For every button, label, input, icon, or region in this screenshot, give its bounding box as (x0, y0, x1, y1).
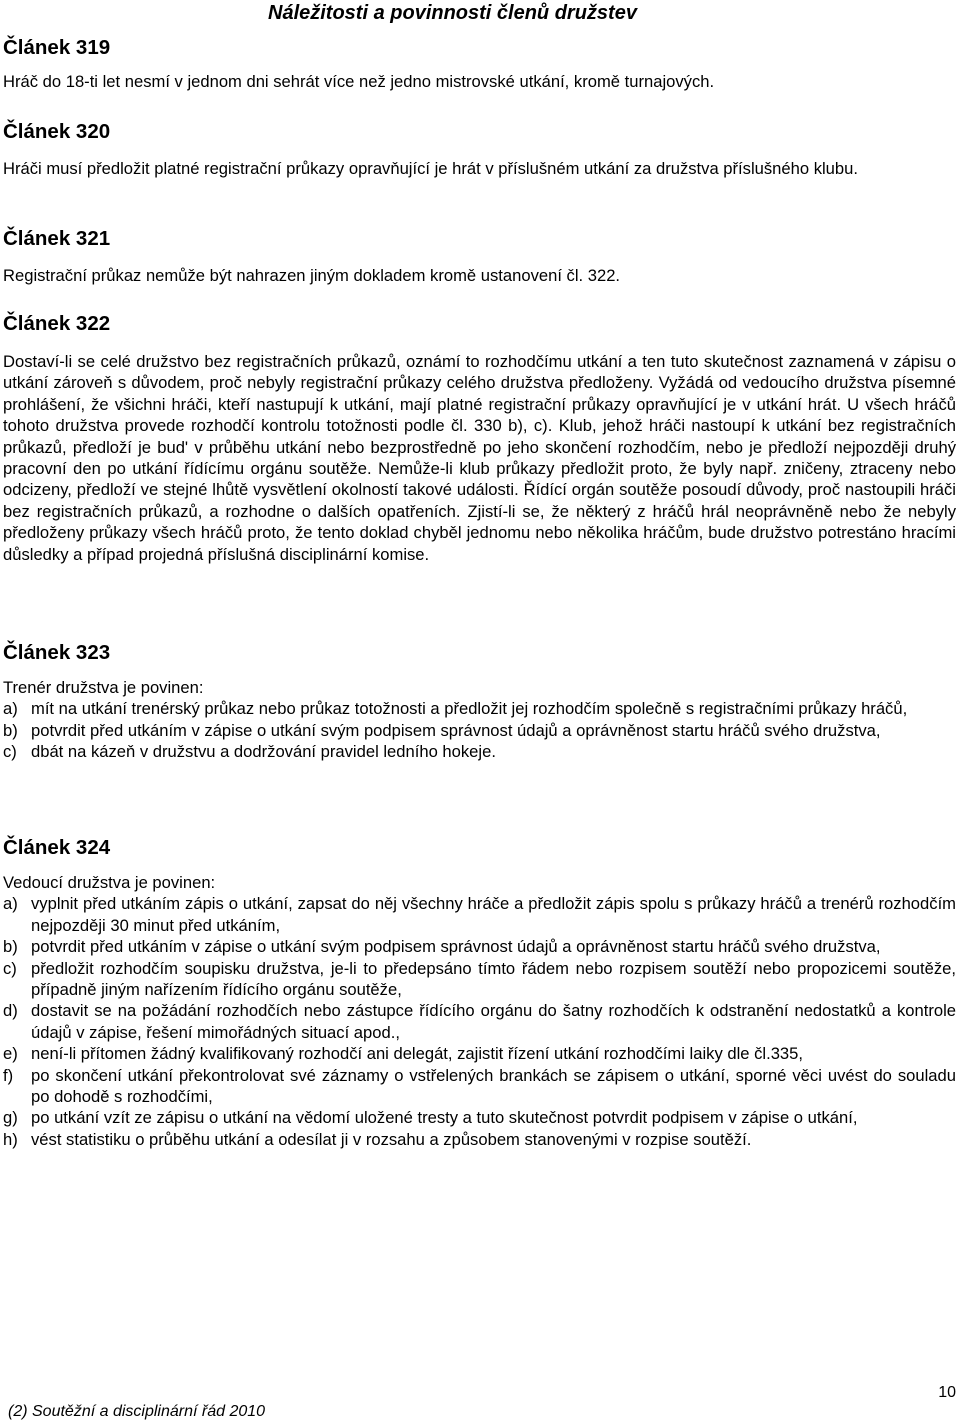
article-text: Dostaví-li se celé družstvo bez registračních průkazů, oznámí to rozhodčímu utkání a ten tuto skutečnost zaznamená v zápisu o utkání zároveň s důvodem, proč nebyly registrační průkazy celého družstva předloženy. Vyžádá od vedoucího družstva písemné prohlášení, že všichni hráči, kteří nastupují k utkání, mají platné registrační průkazy opravňující je v utkání hrát. U všech hráčů tohoto družstva provede rozhodčí kontrolu totožnosti podle čl. 330 b), c). Klub, jehož hráči nastoupí k utkání bez registračních průkazů, předloží je bud' v průběhu utkání nebo bezprostředně po jeho skončení rozhodčím, nebo je předloží nejpozději druhý pracovní den po utkání řídícímu orgánu soutěže. Nemůže-li klub průkazy předložit proto, že byly např. zničeny, ztraceny nebo odcizeny, předloží ve stejné lhůtě vysvětlení okolností takové události. Řídící orgán soutěže posoudí důvody, proč nastoupili hráči bez registračních průkazů, a rozhodne o dalších opatřeních. Zjistí-li se, že některý z hráčů hrál neoprávněně nebo že nebyly předloženy průkazy všech hráčů proto, že tento doklad chyběl jednomu nebo několika hráčům, bude družstvo potrestáno hracími důsledky a případ projedná příslušná disciplinární komise. (3, 352, 956, 564)
list-marker: h) (3, 1129, 18, 1149)
article-intro: Vedoucí družstva je povinen: (3, 873, 216, 892)
article-intro: Trenér družstva je povinen: (3, 678, 204, 697)
list-item-text: vyplnit před utkáním zápis o utkání, zapsat do něj všechny hráče a předložit zápis spolu s průkazy hráčů a trenérů rozhodčím nejpozději 30 minut před utkáním, (31, 894, 956, 935)
article-319 (3, 36, 956, 92)
article-heading: Článek 323 (3, 641, 111, 664)
list-item (3, 1000, 956, 1043)
list-item (3, 936, 956, 957)
article-heading: Článek 319 (3, 36, 111, 59)
article-324 (3, 836, 956, 1150)
article-322 (3, 312, 956, 565)
obligations-list (3, 698, 956, 762)
footer-document-title: (2) Soutěžní a disciplinární řád 2010 (8, 1403, 266, 1420)
obligations-list (3, 893, 956, 1150)
article-text: Registrační průkaz nemůže být nahrazen jiným dokladem kromě ustanovení čl. 322. (3, 266, 621, 285)
list-item (3, 1129, 956, 1150)
list-marker: e) (3, 1044, 18, 1064)
list-item (3, 1065, 956, 1108)
list-item-text: vést statistiku o průběhu utkání a odesílat ji v rozsahu a způsobem stanovenými v rozpise soutěží. (31, 1129, 752, 1149)
list-item (3, 698, 956, 719)
article-heading: Článek 320 (3, 120, 111, 143)
article-320 (3, 120, 956, 179)
page-number: 10 (938, 1384, 956, 1401)
list-item (3, 958, 956, 1001)
list-marker: a) (3, 894, 18, 914)
list-item (3, 741, 956, 762)
article-heading: Článek 322 (3, 312, 111, 335)
list-item (3, 893, 956, 936)
list-marker: f) (3, 1065, 14, 1085)
article-text: Hráč do 18-ti let nesmí v jednom dni sehrát více než jedno mistrovské utkání, kromě turnajových. (3, 72, 715, 91)
list-marker: c) (3, 742, 17, 762)
list-marker: c) (3, 958, 17, 978)
list-item-text: není-li přítomen žádný kvalifikovaný rozhodčí ani delegát, zajistit řízení utkání rozhodčími laiky dle čl.335, (31, 1044, 803, 1064)
list-item-text: po utkání vzít ze zápisu o utkání na vědomí uložené tresty a tuto skutečnost potvrdit podpisem v zápise o utkání, (31, 1108, 858, 1128)
list-item-text: potvrdit před utkáním v zápise o utkání svým podpisem správnost údajů a oprávněnost startu hráčů svého družstva, (31, 937, 881, 957)
article-text: Hráči musí předložit platné registrační průkazy opravňující je hrát v příslušném utkání za družstva příslušného klubu. (3, 159, 858, 178)
list-marker: b) (3, 937, 18, 957)
list-item-text: mít na utkání trenérský průkaz nebo průkaz totožnosti a předložit jej rozhodčím společně s registračními průkazy hráčů, (31, 699, 908, 719)
list-item-text: dbát na kázeň v družstvu a dodržování pravidel ledního hokeje. (31, 742, 496, 762)
section-title: Náležitosti a povinnosti členů družstev (268, 2, 637, 24)
article-heading: Článek 321 (3, 227, 111, 250)
article-heading: Článek 324 (3, 836, 111, 859)
article-323 (3, 641, 956, 763)
list-marker: a) (3, 699, 18, 719)
list-marker: d) (3, 1001, 18, 1021)
list-item-text: dostavit se na požádání rozhodčích nebo zástupce řídícího orgánu do šatny rozhodčích k odstranění nedostatků a kontrole údajů v zápise, řešení mimořádných situací apod., (31, 1001, 956, 1042)
list-item (3, 720, 956, 741)
list-item (3, 1043, 956, 1064)
list-item (3, 1107, 956, 1128)
article-321 (3, 227, 956, 286)
list-marker: b) (3, 720, 18, 740)
list-item-text: potvrdit před utkáním v zápise o utkání svým podpisem správnost údajů a oprávněnost startu hráčů svého družstva, (31, 720, 881, 740)
list-marker: g) (3, 1108, 18, 1128)
list-item-text: předložit rozhodčím soupisku družstva, je-li to předepsáno tímto řádem nebo rozpisem soutěží nebo propozicemi soutěže, případně jiným nařízením řídícího orgánu soutěže, (31, 958, 956, 1000)
list-item-text: po skončení utkání překontrolovat své záznamy o vstřelených brankách se zápisem o utkání, sporné věci uvést do souladu po dohodě s rozhodčími, (31, 1065, 956, 1107)
document-page (3, 0, 956, 1427)
